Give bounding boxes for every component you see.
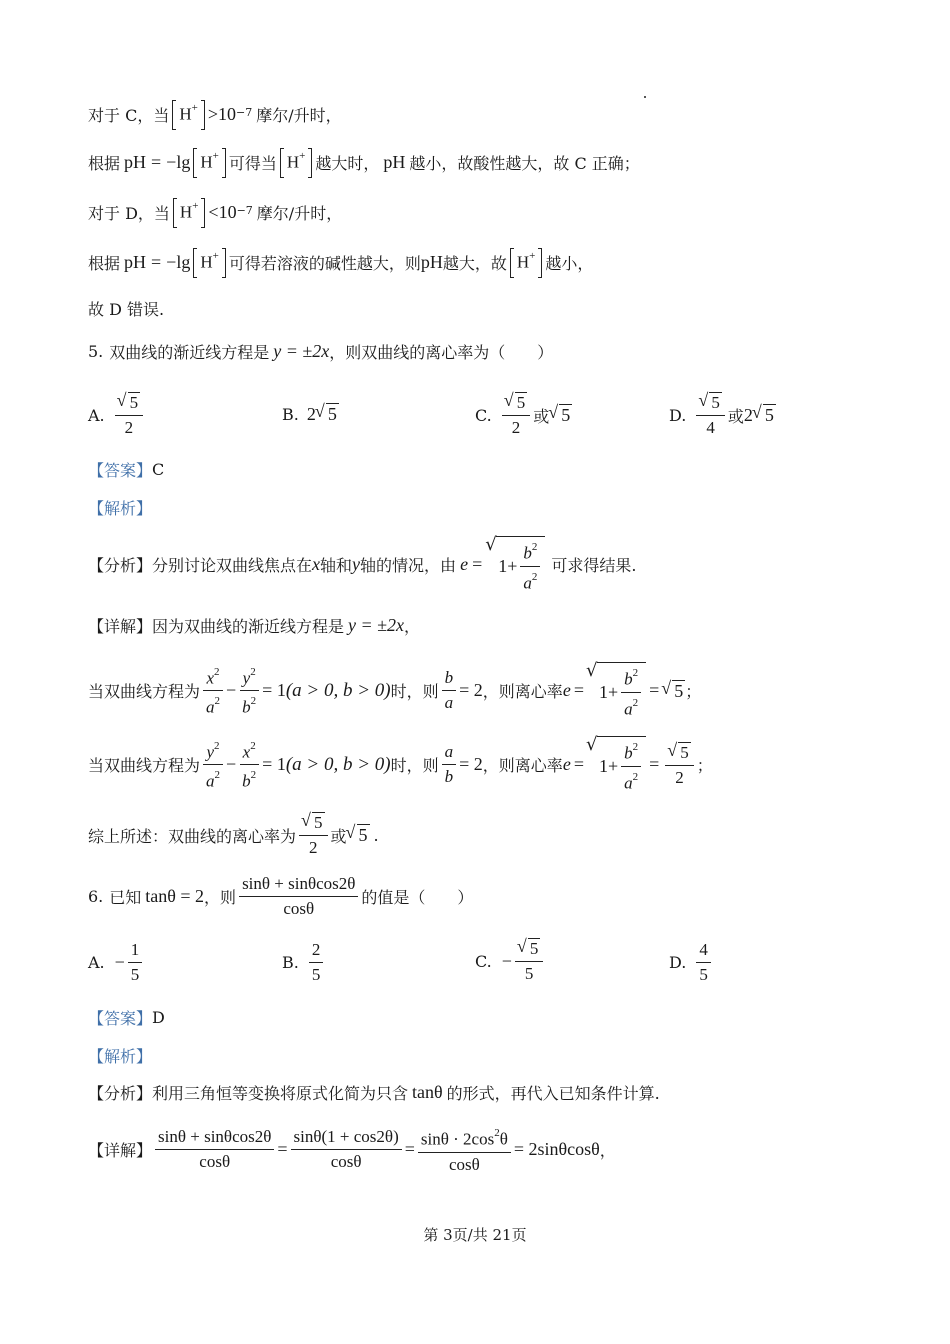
case-2: [88, 736, 713, 793]
text: 可求得结果.: [551, 556, 637, 576]
text: 摩尔/升时，: [256, 105, 342, 125]
tag: 【详解】: [88, 617, 153, 636]
text: 越小，故酸性越大，故 C 正确；: [409, 153, 640, 173]
equation: y = ±2x: [348, 615, 405, 635]
concentration-bracket: H+: [193, 148, 226, 177]
option-label: B.: [282, 404, 299, 424]
fraction: $\frac{\sin\theta + \sin\theta\cos 2\theta}{\cos\theta}$: [155, 1127, 274, 1172]
case-1: [88, 662, 701, 719]
question-number: 5.: [88, 342, 104, 361]
var-e: e: [562, 754, 571, 775]
fraction: √ $\frac{5}{2}$: [502, 392, 531, 438]
equals: =: [472, 554, 483, 575]
question-5: [88, 340, 553, 363]
option-d[interactable]: [669, 392, 776, 438]
option-label: D.: [669, 405, 687, 425]
text-line-d-condition: [88, 198, 342, 227]
option-c[interactable]: [475, 392, 572, 438]
or-text: 或: [533, 406, 550, 426]
fraction: $\frac{x^2}{b^2}$: [239, 738, 259, 792]
question-text: ，则: [204, 888, 237, 907]
radical: √ 5: [672, 680, 685, 702]
fraction: $\frac{\sin\theta + \sin\theta\cos 2\theta}{\cos\theta}$: [239, 874, 358, 919]
text: 当双曲线方程为: [88, 682, 201, 702]
text: 分别讨论双曲线焦点在: [152, 556, 313, 576]
tan-theta: tanθ: [412, 1082, 443, 1102]
fraction: $\frac{\sin\theta \cdot 2\cos^2\theta}{\cos\theta}$: [418, 1125, 511, 1175]
text: 时，则: [390, 682, 439, 702]
exponent: −7: [236, 203, 253, 217]
text: 越小，: [545, 253, 594, 273]
answer-6: [88, 1006, 165, 1029]
fraction: $\frac{2}{5}$: [309, 940, 324, 985]
condition: (a > 0, b > 0): [285, 679, 391, 701]
text: 综上所述：双曲线的离心率为: [88, 826, 297, 846]
fraction: $\frac{\sin\theta(1 + \cos 2\theta)}{\cos\theta}$: [291, 1127, 402, 1172]
fraction: $\frac{y^2}{a^2}$: [203, 738, 223, 792]
option-label: C.: [475, 951, 492, 971]
text: .: [373, 825, 379, 845]
fraction: $\frac{a}{b}$: [442, 742, 457, 787]
answer-5: [88, 458, 164, 481]
page-footer: 第 3页/共 21页: [423, 1226, 527, 1244]
radical-expression: √ 1 + $\frac{b^2}{a^2}$: [597, 662, 646, 719]
text: 越大时，: [315, 153, 380, 173]
minus: −: [226, 754, 237, 775]
question-text: 的值是（ ）: [361, 888, 474, 907]
text-line-ph-c: [88, 148, 640, 177]
or-text: 或: [330, 826, 347, 846]
radical-expression: √ 1 + $\frac{b^2}{a^2}$: [597, 736, 646, 793]
sign: −: [114, 952, 125, 972]
condition: (a > 0, b > 0): [285, 753, 391, 775]
analysis-tag: 【解析】: [88, 1047, 153, 1066]
option-a[interactable]: [88, 940, 145, 985]
text: ，则离心率: [482, 682, 563, 702]
radical: √ 5: [559, 404, 572, 426]
text: 利用三角恒等变换将原式化简为只含: [152, 1084, 409, 1103]
fraction: $\frac{b}{a}$: [442, 668, 457, 713]
neg-lg: −lg: [166, 151, 191, 172]
text: 故 D 错误.: [88, 300, 165, 319]
text: ；: [685, 682, 702, 702]
coefficient: 2: [306, 403, 316, 424]
var-y: y: [352, 554, 361, 575]
equation: = 2: [459, 680, 483, 701]
ten: 10: [218, 201, 237, 222]
equation: = 2: [459, 754, 483, 775]
xiangjie-6: [88, 1125, 616, 1175]
equation: y = ±2x: [273, 341, 330, 361]
option-label: C.: [475, 405, 492, 425]
fraction: √ $\frac{5}{2}$: [665, 742, 694, 788]
fenxi-6: [88, 1081, 660, 1104]
neg-lg: −lg: [166, 251, 191, 272]
ph: pH: [124, 251, 147, 272]
option-label: D.: [669, 953, 687, 972]
ph: pH: [124, 151, 147, 172]
text-line-d-wrong: [88, 297, 164, 320]
equals: =: [151, 251, 162, 272]
question-text: 已知: [109, 888, 142, 907]
relation: <: [208, 201, 219, 222]
answer-tag: 【答案】: [88, 1009, 153, 1028]
text-line-c-condition: [88, 100, 342, 129]
summary-5: [88, 812, 379, 858]
concentration-bracket: H+: [173, 198, 206, 227]
var-e: e: [460, 554, 469, 575]
coefficient: 2: [743, 404, 753, 425]
ph: pH: [383, 151, 406, 172]
equals: =: [277, 1139, 288, 1160]
option-d[interactable]: [669, 940, 714, 985]
ten: 10: [218, 103, 236, 124]
text: 时，则: [390, 756, 439, 776]
fraction: $\frac{x^2}{a^2}$: [203, 664, 223, 718]
analysis-heading-5: [88, 496, 152, 519]
text: 对于 D，当: [88, 203, 170, 223]
answer-value: D: [152, 1008, 165, 1027]
text-line-ph-d: [88, 248, 593, 277]
equals: =: [649, 680, 660, 701]
rhs: = 1: [262, 754, 286, 775]
tag: 【详解】: [88, 1141, 153, 1161]
question-number: 6.: [88, 887, 104, 906]
fraction: √ $\frac{5}{2}$: [299, 812, 328, 858]
equals: =: [404, 1139, 415, 1160]
rhs: = 1: [262, 680, 286, 701]
radical: √ 5: [326, 403, 339, 425]
option-label: A.: [88, 405, 105, 425]
question-6: [88, 874, 473, 919]
concentration-bracket: H+: [510, 248, 543, 277]
concentration-bracket: H+: [193, 248, 226, 277]
text: ，则离心率: [482, 756, 563, 776]
text: 可得当: [228, 153, 277, 173]
text: 越大，故: [442, 253, 507, 273]
xiangjie-5: [88, 614, 420, 637]
tag: 【分析】: [88, 1084, 153, 1103]
answer-tag: 【答案】: [88, 461, 153, 480]
speck: [644, 96, 646, 98]
text: 根据: [88, 153, 121, 173]
analysis-tag: 【解析】: [88, 499, 153, 518]
fraction: √ $\frac{5}{4}$: [696, 392, 725, 438]
text: 的形式，再代入已知条件计算.: [446, 1084, 660, 1103]
option-b[interactable]: [282, 403, 339, 425]
fraction: √ $\frac{5}{5}$: [515, 938, 544, 984]
concentration-bracket: H+: [172, 100, 205, 129]
var-x: x: [312, 554, 321, 575]
option-a[interactable]: [88, 392, 146, 438]
analysis-heading-6: [88, 1044, 152, 1067]
text: 轴和: [320, 556, 353, 576]
sign: −: [501, 950, 512, 971]
option-c[interactable]: [475, 938, 546, 984]
question-text: 双曲线的渐近线方程是: [109, 343, 270, 362]
text: ；: [696, 756, 713, 776]
equals: =: [649, 754, 660, 775]
question-text: ，则双曲线的离心率为（ ）: [329, 343, 554, 362]
text: 轴的情况，由: [360, 556, 457, 576]
text: ，: [599, 1141, 616, 1161]
fraction: √ $\frac{5}{2}$: [115, 392, 144, 438]
answer-value: C: [152, 460, 165, 479]
fenxi-5: [88, 536, 636, 593]
fraction: $\frac{y^2}{b^2}$: [239, 664, 259, 718]
text: 因为双曲线的渐近线方程是: [152, 617, 345, 636]
minus: −: [226, 680, 237, 701]
tag: 【分析】: [88, 556, 153, 576]
equals: =: [151, 151, 162, 172]
fraction: $\frac{4}{5}$: [696, 940, 711, 985]
option-label: A.: [88, 953, 105, 972]
option-b[interactable]: [282, 940, 326, 985]
radical: √ 5: [763, 404, 776, 426]
fraction: $\frac{1}{5}$: [128, 940, 143, 985]
exponent: −7: [236, 105, 253, 119]
or-text: 或: [727, 406, 744, 426]
option-label: B.: [282, 953, 299, 972]
relation: >: [207, 103, 218, 124]
equals: =: [573, 680, 584, 701]
var-e: e: [562, 680, 571, 701]
equals: =: [573, 754, 584, 775]
radical-expression: √ 1 + $\frac{b^2}{a^2}$: [496, 536, 545, 593]
concentration-bracket: H+: [280, 148, 313, 177]
text: 摩尔/升时，: [256, 203, 343, 223]
radical: √ 5: [357, 824, 370, 846]
condition: tanθ = 2: [145, 886, 205, 906]
text: 当双曲线方程为: [88, 756, 201, 776]
text: ，: [404, 617, 421, 636]
ph: pH: [420, 251, 443, 272]
text: 根据: [88, 253, 121, 273]
result: = 2sinθcosθ: [513, 1139, 600, 1160]
text: 可得若溶液的碱性越大，则: [228, 253, 421, 273]
text: 对于 C，当: [88, 105, 170, 125]
